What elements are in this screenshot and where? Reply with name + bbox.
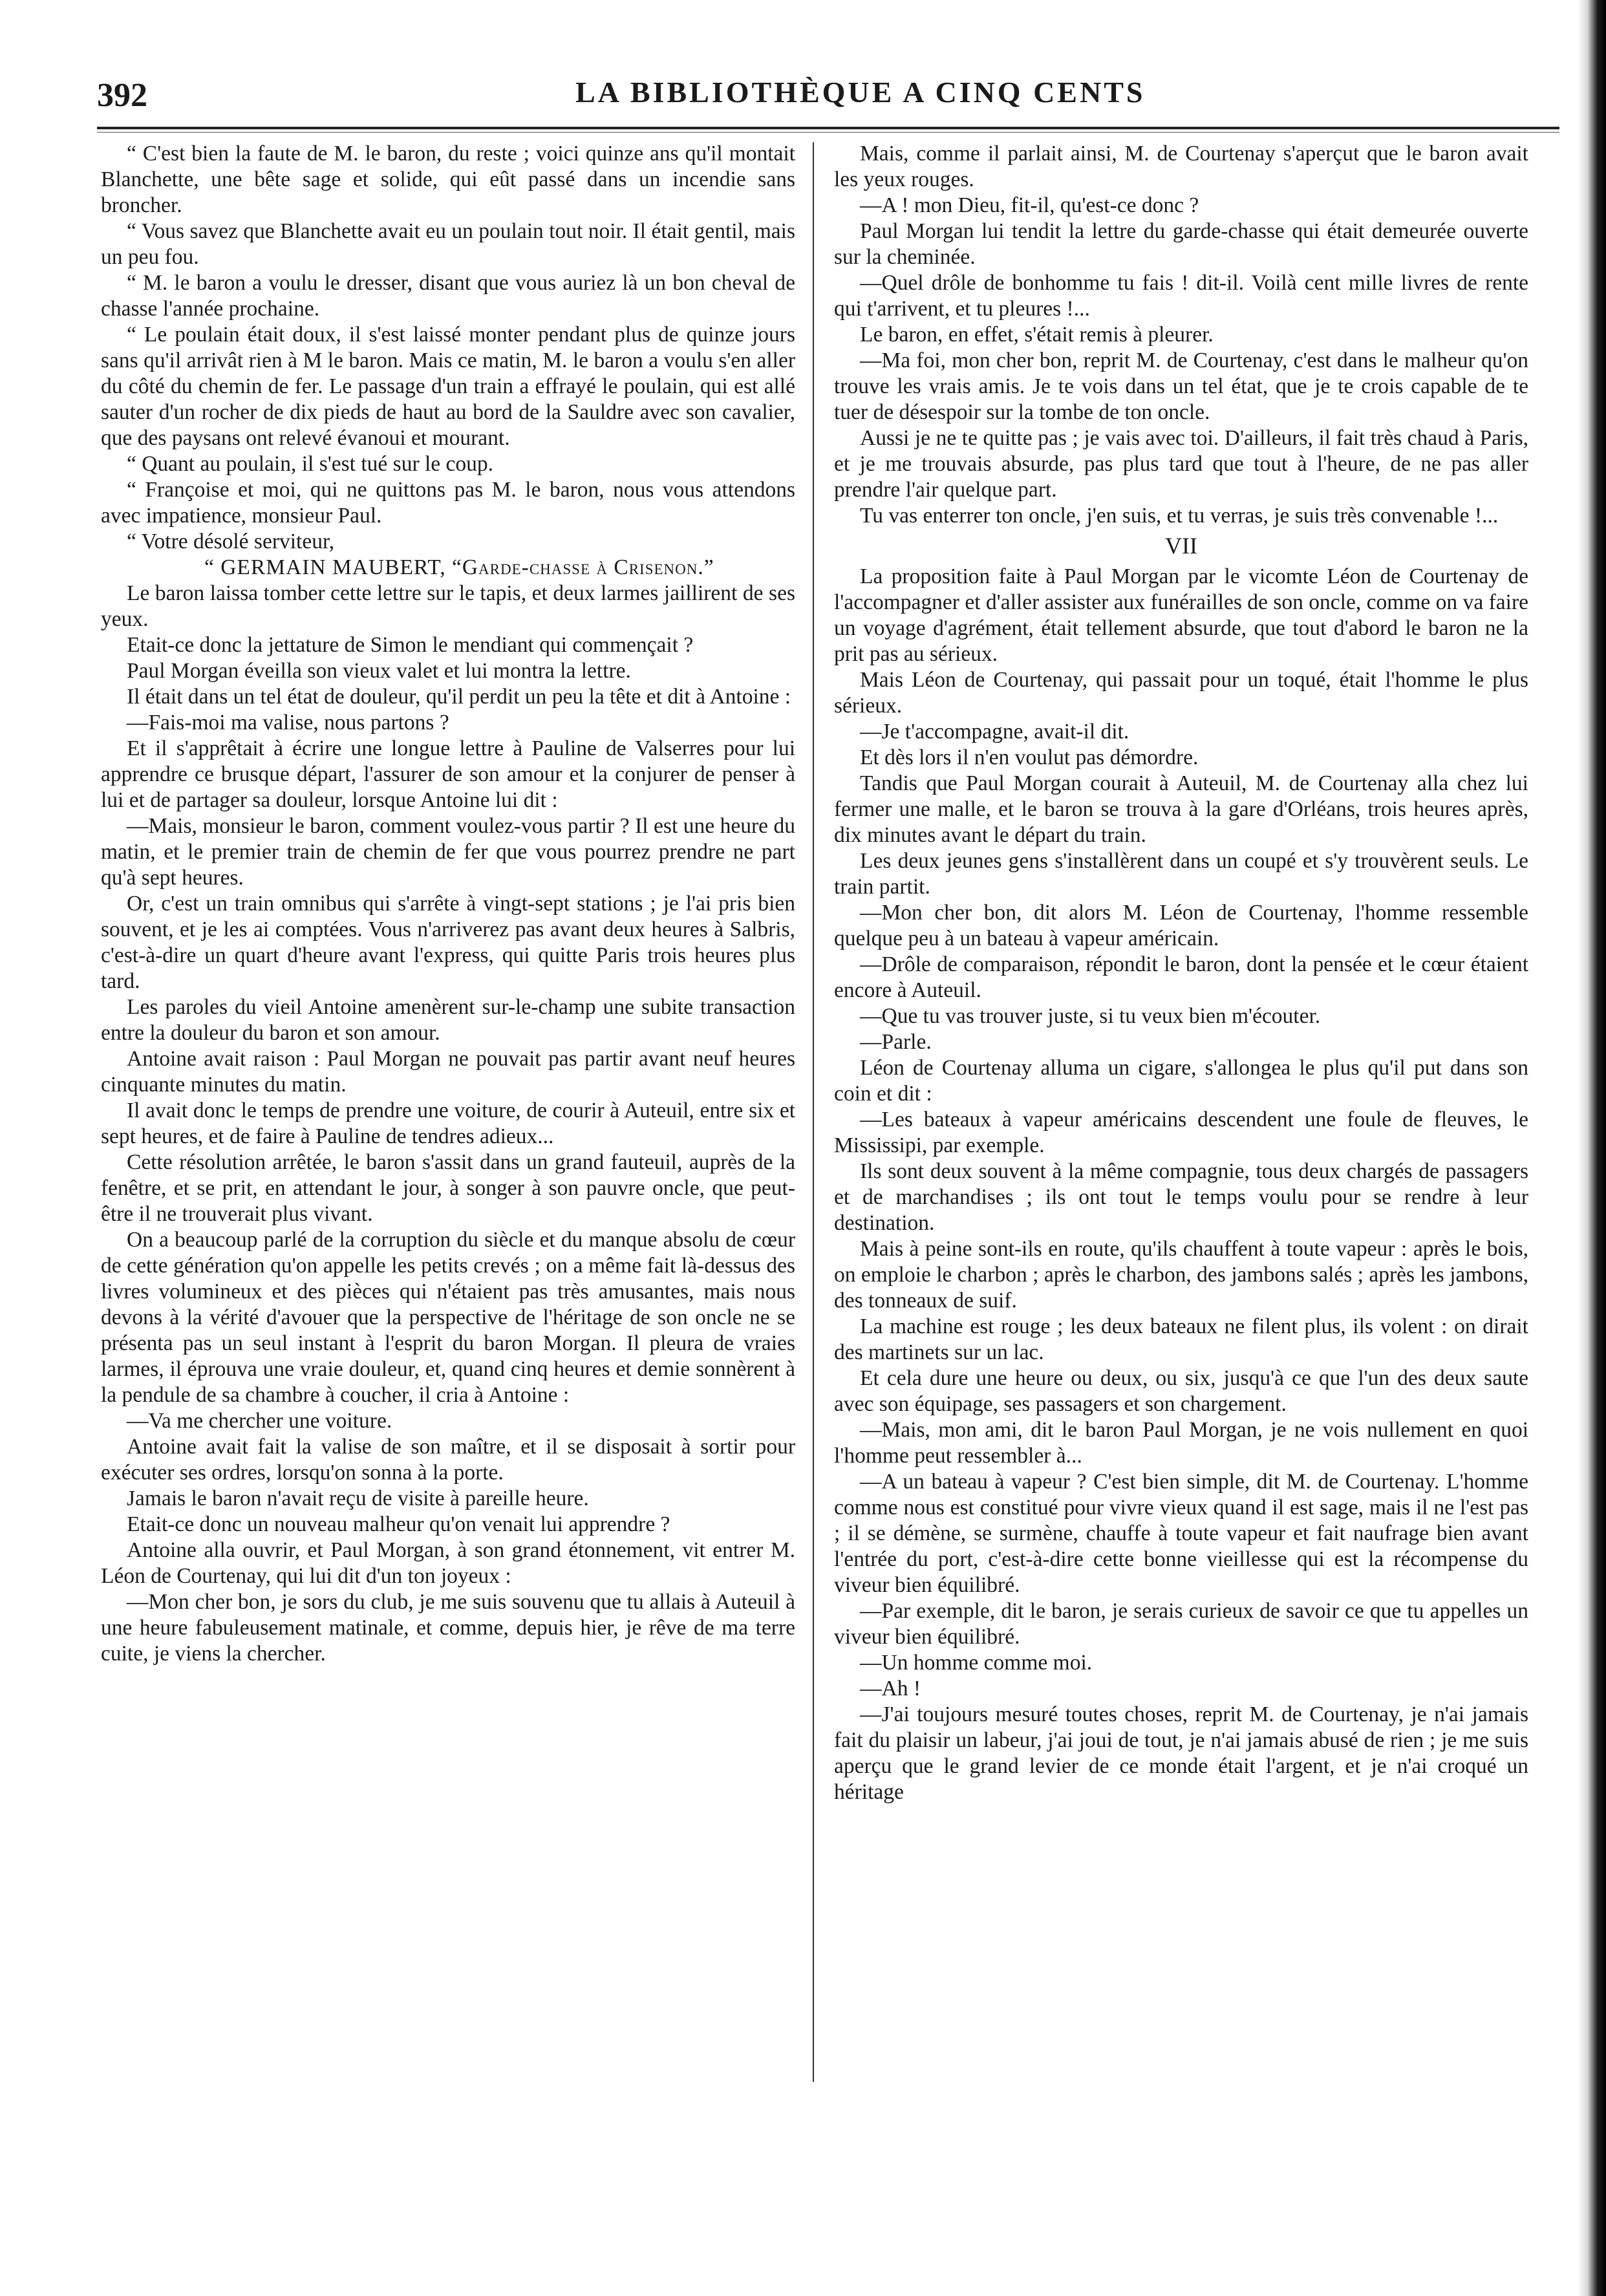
paragraph: Etait-ce donc la jettature de Simon le mendiant qui commençait ? xyxy=(127,633,694,657)
paragraph: —Mon cher bon, dit alors M. Léon de Courtenay, l'homme ressemble quelque peu à un bateau à vapeur américain. xyxy=(834,901,1528,950)
chapter-heading: VII xyxy=(1165,533,1197,559)
paragraph: —Va me chercher une voiture. xyxy=(127,1409,392,1433)
paragraph: Il était dans un tel état de douleur, qu'il perdit un peu la tête et dit à Antoine : xyxy=(127,685,791,709)
paragraph: “ M. le baron a voulu le dresser, disant que vous auriez là un bon cheval de chasse l'année prochaine. xyxy=(101,271,795,321)
paragraph: —Par exemple, dit le baron, je serais curieux de savoir ce que tu appelles un viveur bien équilibré. xyxy=(834,1599,1528,1649)
page-number: 392 xyxy=(97,77,147,114)
paragraph: On a beaucoup parlé de la corruption du siècle et du manque absolu de cœur de cette génération qu'on appelle les petits crevés ; on a même fait là-dessus des livres volumineux et des pièces qui n'étaient pas très amusantes, mais nous devons à la vérité d'avouer que la perspective de l'héritage de son oncle ne se présenta pas un seul instant à l'esprit du baron Morgan. Il pleura de vraies larmes, il éprouva une vraie douleur, et, quand cinq heures et demie sonnèrent à la pendule de sa chambre à coucher, il cria à Antoine : xyxy=(101,1228,795,1407)
paragraph: Les paroles du vieil Antoine amenèrent sur-le-champ une subite transaction entre la douleur du baron et son amour. xyxy=(101,995,795,1045)
page-header xyxy=(97,70,1494,122)
paragraph: “ C'est bien la faute de M. le baron, du reste ; voici quinze ans qu'il montait Blanchette, une bête sage et solide, qui eût passé dans un incendie sans broncher. xyxy=(101,142,795,217)
paragraph: Aussi je ne te quitte pas ; je vais avec toi. D'ailleurs, il fait très chaud à Paris, et je me trouvais absurde, pas plus tard que tout à l'heure, de ne pas aller prendre l'air quelque part. xyxy=(834,426,1528,502)
paragraph: —Que tu vas trouver juste, si tu veux bien m'écouter. xyxy=(860,1004,1321,1028)
column-divider xyxy=(813,142,814,2082)
paragraph: —Parle. xyxy=(860,1030,932,1054)
paragraph: La machine est rouge ; les deux bateaux ne filent plus, ils volent : on dirait des martinets sur un lac. xyxy=(834,1314,1528,1364)
paragraph: “ Françoise et moi, qui ne quittons pas M. le baron, nous vous attendons avec impatience, monsieur Paul. xyxy=(101,478,795,528)
paragraph: Mais à peine sont-ils en route, qu'ils chauffent à toute vapeur : après le bois, on emploie le charbon ; après le charbon, des jambons salés ; après les jambons, des tonneaux de suif. xyxy=(834,1237,1528,1313)
running-title: LA BIBLIOTHÈQUE A CINQ CENTS xyxy=(575,76,1146,109)
header-rule-thin xyxy=(97,132,1559,133)
paragraph: Et cela dure une heure ou deux, ou six, jusqu'à ce que l'un des deux saute avec son équipage, ses passagers et son chargement. xyxy=(834,1366,1528,1416)
paragraph: Paul Morgan lui tendit la lettre du garde-chasse qui était demeurée ouverte sur la cheminée. xyxy=(834,219,1528,269)
paragraph: —A un bateau à vapeur ? C'est bien simple, dit M. de Courtenay. L'homme comme nous est constitué pour vivre vieux quand il est sage, mais il ne l'est pas ; il se démène, se surmène, chauffe à toute vapeur et fait naufrage bien avant l'entrée du port, c'est-à-dire cette bonne vieillesse qui est la récompense du viveur bien équilibré. xyxy=(834,1470,1528,1597)
paragraph: —Mais, mon ami, dit le baron Paul Morgan, je ne vois nullement en quoi l'homme peut ressembler à... xyxy=(834,1418,1528,1468)
paragraph: —J'ai toujours mesuré toutes choses, reprit M. de Courtenay, je n'ai jamais fait du plaisir un labeur, j'ai joui de tout, je n'ai jamais abusé de rien ; je me suis aperçu que le grand levier de ce monde était l'argent, et je n'ai croqué un héritage xyxy=(834,1702,1528,1804)
paragraph: Et dès lors il n'en voulut pas démordre. xyxy=(860,746,1199,769)
paragraph: Antoine alla ouvrir, et Paul Morgan, à son grand étonnement, vit entrer M. Léon de Courtenay, qui lui dit d'un ton joyeux : xyxy=(101,1538,795,1588)
paragraph: —Un homme comme moi. xyxy=(860,1651,1093,1675)
paragraph: Paul Morgan éveilla son vieux valet et lui montra la lettre. xyxy=(127,659,631,683)
paragraph: Il avait donc le temps de prendre une voiture, de courir à Auteuil, entre six et sept heures, et de faire à Pauline de tendres adieux... xyxy=(101,1099,795,1148)
paragraph: Etait-ce donc un nouveau malheur qu'on venait lui apprendre ? xyxy=(127,1512,670,1536)
paragraph: “ Le poulain était doux, il s'est laissé monter pendant plus de quinze jours sans qu'il arrivât rien à M le baron. Mais ce matin, M. le baron a voulu s'en aller du côté du chemin de fer. Le passage d'un train a effrayé le poulain, qui est allé sauter d'un rocher de dix pieds de haut au bord de la Sauldre avec son cavalier, que des paysans ont relevé évanoui et mourant. xyxy=(101,323,795,450)
paragraph: —A ! mon Dieu, fit-il, qu'est-ce donc ? xyxy=(860,193,1199,217)
paragraph: Mais, comme il parlait ainsi, M. de Courtenay s'aperçut que le baron avait les yeux rouges. xyxy=(834,142,1528,191)
header-rule xyxy=(97,127,1559,129)
paragraph: La proposition faite à Paul Morgan par le vicomte Léon de Courtenay de l'accompagner et d'aller assister aux funérailles de son oncle, comme on va faire un voyage d'agrément, était tellement absurde, que tout d'abord le baron ne la prit pas au sérieux. xyxy=(834,564,1528,666)
paragraph: Antoine avait raison : Paul Morgan ne pouvait pas partir avant neuf heures cinquante minutes du matin. xyxy=(101,1047,795,1097)
paragraph: Antoine avait fait la valise de son maître, et il se disposait à sortir pour exécuter ses ordres, lorsqu'on sonna à la porte. xyxy=(101,1435,795,1485)
paragraph: —Je t'accompagne, avait-il dit. xyxy=(860,720,1130,744)
paragraph: Le baron laissa tomber cette lettre sur le tapis, et deux larmes jaillirent de ses yeux. xyxy=(101,581,795,631)
paragraph: Or, c'est un train omnibus qui s'arrête à vingt-sept stations ; je l'ai pris bien souvent, et je les ai comptées. Vous n'arriverez pas avant deux heures à Salbris, c'est-à-dire un quart d'heure avant l'express, qui quitte Paris trois heures plus tard. xyxy=(101,892,795,993)
scan-page-edge xyxy=(1578,0,1606,2296)
paragraph: Le baron, en effet, s'était remis à pleurer. xyxy=(860,323,1214,347)
paragraph: “ Vous savez que Blanchette avait eu un poulain tout noir. Il était gentil, mais un peu fou. xyxy=(101,219,795,269)
paragraph: —Les bateaux à vapeur américains descendent une foule de fleuves, le Mississipi, par exemple. xyxy=(834,1108,1528,1157)
paragraph: —Quel drôle de bonhomme tu fais ! dit-il. Voilà cent mille livres de rente qui t'arrivent, et tu pleures !... xyxy=(834,271,1528,321)
paragraph: Et il s'apprêtait à écrire une longue lettre à Pauline de Valserres pour lui apprendre ce brusque départ, l'assurer de son amour et la conjurer de penser à lui et de partager sa douleur, lorsque Antoine lui dit : xyxy=(101,736,795,812)
paragraph: —Mais, monsieur le baron, comment voulez-vous partir ? Il est une heure du matin, et le premier train de chemin de fer que vous pourrez prendre ne part qu'à sept heures. xyxy=(101,814,795,890)
right-column xyxy=(834,141,1528,2132)
paragraph: —Fais-moi ma valise, nous partons ? xyxy=(127,711,449,735)
letter-signature: “ GERMAIN MAUBERT, “Garde-chasse à Crisenon.” xyxy=(204,555,714,579)
paragraph: —Mon cher bon, je sors du club, je me suis souvenu que tu allais à Auteuil à une heure fabuleusement matinale, et comme, depuis hier, je rêve de ma terre cuite, je viens la chercher. xyxy=(101,1590,795,1666)
paragraph: Tandis que Paul Morgan courait à Auteuil, M. de Courtenay alla chez lui fermer une malle, et le baron se trouva à la gare d'Orléans, trois heures après, dix minutes avant le départ du train. xyxy=(834,771,1528,847)
paragraph: Léon de Courtenay alluma un cigare, s'allongea le plus qu'il put dans son coin et dit : xyxy=(834,1056,1528,1106)
paragraph: Mais Léon de Courtenay, qui passait pour un toqué, était l'homme le plus sérieux. xyxy=(834,668,1528,718)
paragraph: Jamais le baron n'avait reçu de visite à pareille heure. xyxy=(127,1486,589,1510)
paragraph: —Ma foi, mon cher bon, reprit M. de Courtenay, c'est dans le malheur qu'on trouve les vrais amis. Je te vois dans un tel état, que je te crois capable de te tuer de désespoir sur la tombe de ton oncle. xyxy=(834,349,1528,424)
paragraph: Tu vas enterrer ton oncle, j'en suis, et tu verras, je suis très convenable !... xyxy=(860,504,1499,528)
paragraph: —Drôle de comparaison, répondit le baron, dont la pensée et le cœur étaient encore à Auteuil. xyxy=(834,952,1528,1002)
paragraph: —Ah ! xyxy=(860,1677,921,1701)
paragraph: Cette résolution arrêtée, le baron s'assit dans un grand fauteuil, auprès de la fenêtre, et se prit, en attendant le jour, à songer à son pauvre oncle, que peut-être il ne trouverait plus vivant. xyxy=(101,1150,795,1226)
left-column xyxy=(101,141,795,2132)
paragraph: “ Votre désolé serviteur, xyxy=(127,530,335,553)
paragraph: Ils sont deux souvent à la même compagnie, tous deux chargés de passagers et de marchandises ; ils ont tout le temps voulu pour se rendre à leur destination. xyxy=(834,1159,1528,1235)
paragraph: “ Quant au poulain, il s'est tué sur le coup. xyxy=(127,452,494,476)
paragraph: Les deux jeunes gens s'installèrent dans un coupé et s'y trouvèrent seuls. Le train partit. xyxy=(834,849,1528,899)
